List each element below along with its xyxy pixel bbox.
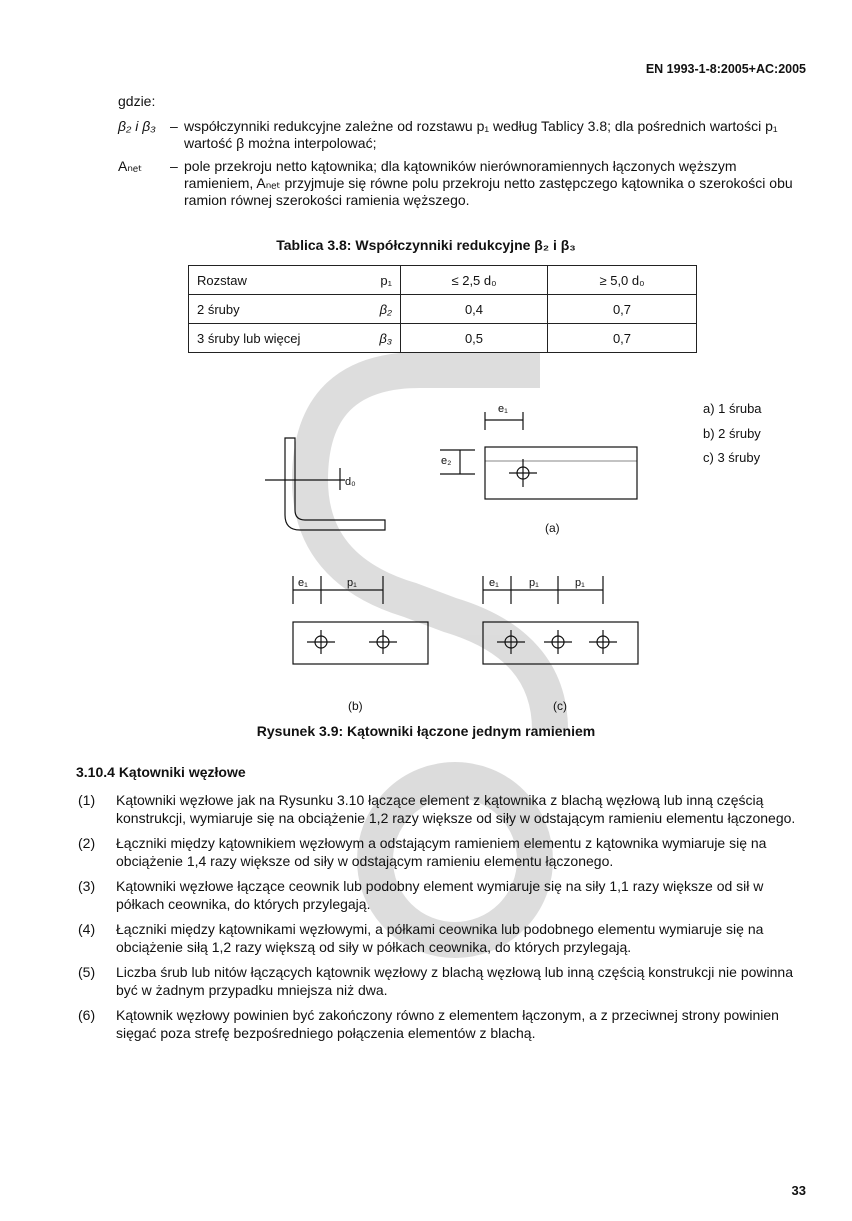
clause-number: (5) xyxy=(78,964,96,980)
e1-label: e₁ xyxy=(498,403,508,415)
legend-item: a) 1 śruba xyxy=(703,401,762,416)
legend-item: b) 2 śruby xyxy=(703,425,761,441)
figure-b-label: (b) xyxy=(348,699,363,713)
table-cell: ≤ 2,5 d₀ xyxy=(401,266,548,295)
d0-label: d₀ xyxy=(345,476,356,488)
figure-c-label: (c) xyxy=(553,699,567,713)
table-row xyxy=(189,295,697,324)
clause-item xyxy=(78,835,808,870)
clause-item xyxy=(78,964,808,999)
section-title: 3.10.4 Kątowniki węzłowe xyxy=(76,764,246,780)
definition-text: pole przekroju netto kątownika; dla kątowników nierównoramiennych łączonych węższym ramieniem, Aₙₑₜ przyjmuje się równe polu przekroju netto zastępczego kątownika o szerokości obu ramion równej szerokości ramienia węższego. xyxy=(184,158,793,208)
angle-connection-figure xyxy=(255,390,675,720)
row-symbol: β₃ xyxy=(379,330,392,346)
e1-label-c: e₁ xyxy=(489,577,499,589)
row-symbol: β₂ xyxy=(379,301,392,317)
clause-number: (3) xyxy=(78,878,96,894)
table-cell: 0,4 xyxy=(401,295,548,324)
table-cell: 0,7 xyxy=(548,324,697,353)
table-cell: 0,7 xyxy=(548,295,697,324)
row-label: 2 śruby xyxy=(197,301,240,317)
row-label: Rozstaw xyxy=(197,272,247,288)
row-symbol: p₁ xyxy=(380,272,392,288)
definition-dash: – xyxy=(170,118,178,134)
definition-symbol: β₂ i β₃ xyxy=(118,118,156,134)
table-caption: Tablica 3.8: Współczynniki redukcyjne β₂ i β₃ xyxy=(276,237,576,253)
reduction-coefficients-table xyxy=(188,265,697,353)
clause-text: Kątowniki węzłowe jak na Rysunku 3.10 łączące element z kątownika z blachą węzłową lub inną częścią konstrukcji, wymiaruje się na obciążenie 1,2 razy większe od siły w odstającym ramieniu elementu łączonego. xyxy=(116,792,796,826)
definition-list xyxy=(118,118,808,215)
figure-caption: Rysunek 3.9: Kątowniki łączone jednym ramieniem xyxy=(256,723,596,739)
clause-item xyxy=(78,1007,808,1042)
e2-label: e₂ xyxy=(441,455,452,467)
clause-number: (6) xyxy=(78,1007,96,1023)
member-c xyxy=(483,622,638,664)
p1-label-c2: p₁ xyxy=(575,577,585,589)
clause-text: Liczba śrub lub nitów łączących kątownik węzłowy z blachą węzłową lub inną częścią konstrukcji nie powinna być w żadnym przypadku mniejsza niż dwa. xyxy=(116,964,793,998)
table-cell: ≥ 5,0 d₀ xyxy=(548,266,697,295)
table-cell: 0,5 xyxy=(401,324,548,353)
table-cell xyxy=(189,295,401,324)
clause-item xyxy=(78,921,808,956)
clause-text: Kątownik węzłowy powinien być zakończony równo z elementem łączonym, a z przeciwnej strony powinien sięgać poza strefę bezpośredniego połączenia elementów z blachą. xyxy=(116,1007,779,1041)
table-cell xyxy=(189,266,401,295)
clause-number: (4) xyxy=(78,921,96,937)
angle-section-shape xyxy=(285,438,385,530)
definition-symbol: Aₙₑₜ xyxy=(118,158,143,174)
figure-legend xyxy=(703,397,762,471)
clause-text: Łączniki między kątownikiem węzłowym a odstającym ramieniem elementu z kątownika wymiaruje się na obciążenie 1,4 razy większe od siły w odstającym ramieniu elementu łączonego. xyxy=(116,835,767,869)
e1-label-b: e₁ xyxy=(298,577,308,589)
clause-text: Łączniki między kątownikami węzłowymi, a półkami ceownika lub podobnego elementu wymiaruje się na obciążenie siłą 1,2 razy większą od siły w półkach ceownika, do których przylegają. xyxy=(116,921,764,955)
clause-item xyxy=(78,792,808,827)
table-row xyxy=(189,266,697,295)
definition-dash: – xyxy=(170,158,178,174)
row-label: 3 śruby lub więcej xyxy=(197,330,301,346)
definition-beta xyxy=(118,118,808,152)
p1-label-c1: p₁ xyxy=(529,577,539,589)
clause-item xyxy=(78,878,808,913)
p1-label-b: p₁ xyxy=(347,577,357,589)
figure-a-label: (a) xyxy=(545,521,560,535)
legend-item: c) 3 śruby xyxy=(703,450,761,465)
definition-text: współczynniki redukcyjne zależne od rozstawu p₁ według Tablicy 3.8; dla pośrednich wartości p₁ wartość β można interpolować; xyxy=(184,118,778,151)
document-code: EN 1993-1-8:2005+AC:2005 xyxy=(645,62,806,76)
clause-number: (2) xyxy=(78,835,96,851)
page-number: 33 xyxy=(791,1183,806,1198)
clause-number: (1) xyxy=(78,792,96,808)
where-label: gdzie: xyxy=(118,93,156,109)
clause-text: Kątowniki węzłowe łączące ceownik lub podobny element wymiaruje się na siły 1,1 razy większe od sił w półkach ceownika, do których przylegają. xyxy=(116,878,764,912)
member-a xyxy=(485,447,637,499)
table-cell xyxy=(189,324,401,353)
clause-list xyxy=(78,792,808,1050)
definition-anet xyxy=(118,158,808,209)
member-b xyxy=(293,622,428,664)
table-row xyxy=(189,324,697,353)
